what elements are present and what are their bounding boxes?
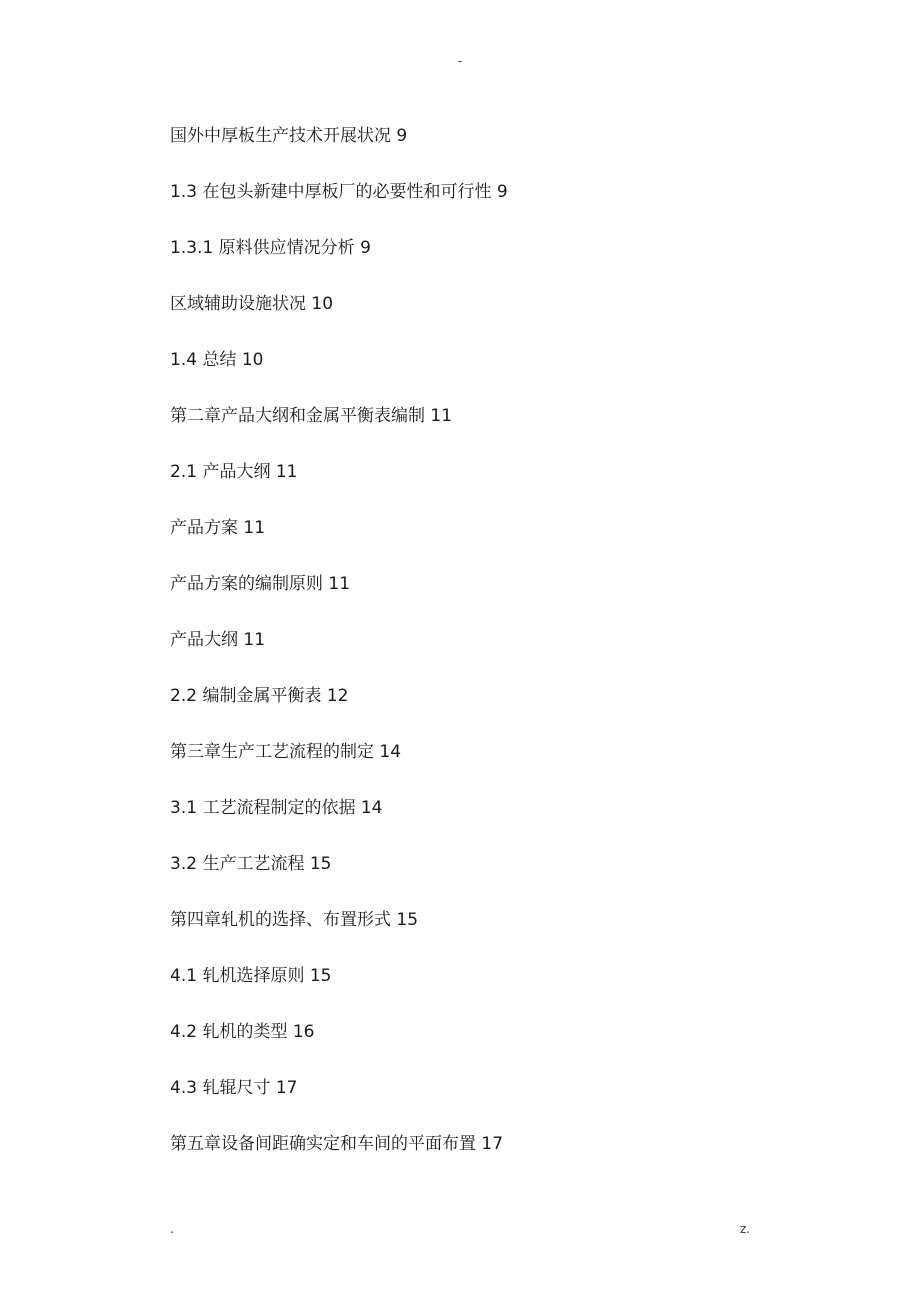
toc-entry: 1.3 在包头新建中厚板厂的必要性和可行性 9 [170, 182, 508, 202]
toc-entry: 3.1 工艺流程制定的依据 14 [170, 798, 383, 818]
toc-entry: 3.2 生产工艺流程 15 [170, 854, 332, 874]
toc-entry: 4.3 轧辊尺寸 17 [170, 1078, 298, 1098]
toc-entry: 产品方案的编制原则 11 [170, 574, 351, 594]
page-header-mark: - [457, 54, 463, 68]
toc-entry: 第三章生产工艺流程的制定 14 [170, 742, 402, 762]
toc-entry: 区域辅助设施状况 10 [170, 294, 334, 314]
toc-entry: 产品方案 11 [170, 518, 266, 538]
toc-entry: 4.1 轧机选择原则 15 [170, 966, 332, 986]
toc-entry: 第四章轧机的选择、布置形式 15 [170, 910, 419, 930]
toc-entry: 1.4 总结 10 [170, 350, 264, 370]
page-footer-right-mark: z. [740, 1222, 751, 1236]
toc-entry: 2.2 编制金属平衡表 12 [170, 686, 349, 706]
toc-entry: 国外中厚板生产技术开展状况 9 [170, 126, 408, 146]
toc-entry: 1.3.1 原料供应情况分析 9 [170, 238, 371, 258]
toc-entry: 2.1 产品大纲 11 [170, 462, 298, 482]
toc-entry: 产品大纲 11 [170, 630, 266, 650]
toc-entry: 4.2 轧机的类型 16 [170, 1022, 315, 1042]
toc-entry: 第二章产品大纲和金属平衡表编制 11 [170, 406, 453, 426]
toc-entry: 第五章设备间距确实定和车间的平面布置 17 [170, 1134, 504, 1154]
page-footer-left-mark: . [170, 1222, 174, 1236]
